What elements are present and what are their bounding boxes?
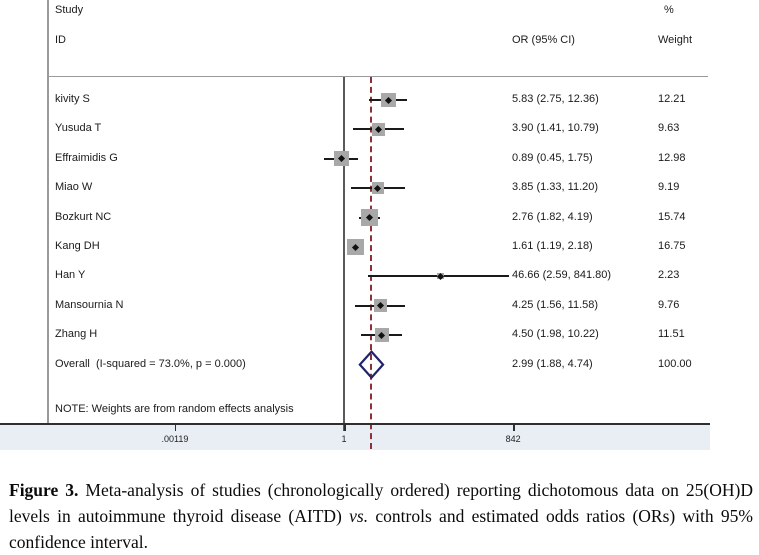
weight-value: 12.21 <box>658 93 686 105</box>
overall-weight-value: 100.00 <box>658 357 692 370</box>
weight-value: 11.51 <box>658 328 685 341</box>
study-label: Han Y <box>55 269 86 282</box>
weight-value: 2.23 <box>658 269 680 282</box>
weight-value: 9.76 <box>658 298 680 311</box>
x-axis-tick-mark <box>344 424 346 431</box>
x-axis-tick-mark <box>175 424 177 431</box>
column-header-id: ID <box>55 34 66 46</box>
study-label: Effraimidis G <box>55 151 118 164</box>
column-header-study: Study <box>55 4 84 16</box>
column-header-weight: Weight <box>658 34 693 46</box>
x-axis-tick-label: .00119 <box>161 434 189 444</box>
x-axis-tick-label: 1 <box>341 434 347 444</box>
caption-vs-abbrev: vs. <box>349 506 369 526</box>
or-ci-value: 2.76 (1.82, 4.19) <box>512 210 593 223</box>
x-axis-tick-label: 842 <box>505 434 521 444</box>
study-label: Zhang H <box>55 328 98 341</box>
caption-text-2: controls and estimated odds ratios (ORs) with 95% confidence interval. <box>9 506 753 552</box>
column-header-percent: % <box>664 4 674 16</box>
axis-strip-background <box>0 424 710 450</box>
or-ci-value: 0.89 (0.45, 1.75) <box>512 151 593 164</box>
null-reference-line <box>343 77 345 431</box>
plot-left-border-line <box>47 0 49 423</box>
overall-or-ci-value: 2.99 (1.88, 4.74) <box>512 357 593 370</box>
header-separator-line <box>48 76 708 77</box>
x-axis-line <box>0 423 710 425</box>
or-ci-value: 4.25 (1.56, 11.58) <box>512 298 599 311</box>
study-label: Kang DH <box>55 240 100 252</box>
or-ci-value: 3.90 (1.41, 10.79) <box>512 122 599 135</box>
weight-value: 15.74 <box>658 210 686 223</box>
note-text: NOTE: Weights are from random effects analysis <box>55 403 294 415</box>
or-ci-value: 1.61 (1.19, 2.18) <box>512 240 593 252</box>
study-label: Bozkurt NC <box>55 210 112 223</box>
caption-figure-label: Figure 3. <box>9 480 79 500</box>
or-ci-value: 4.50 (1.98, 10.22) <box>512 328 599 341</box>
weight-value: 16.75 <box>658 240 686 252</box>
column-header-or-ci: OR (95% CI) <box>512 34 575 46</box>
study-label: Yusuda T <box>55 122 102 135</box>
figure-caption <box>9 477 753 555</box>
x-axis-tick-mark <box>513 424 515 431</box>
or-ci-value: 5.83 (2.75, 12.36) <box>512 93 599 105</box>
overall-label: Overall (I-squared = 73.0%, p = 0.000) <box>55 357 246 370</box>
study-label: kivity S <box>55 93 90 105</box>
weight-value: 12.98 <box>658 151 686 164</box>
or-ci-value: 3.85 (1.33, 11.20) <box>512 181 599 194</box>
weight-value: 9.63 <box>658 122 680 135</box>
weight-value: 9.19 <box>658 181 680 194</box>
study-label: Miao W <box>55 181 93 194</box>
or-ci-value: 46.66 (2.59, 841.80) <box>512 269 612 282</box>
study-label: Mansournia N <box>55 298 124 311</box>
caption-text-1: Meta-analysis of studies (chronologically ordered) reporting dichotomous data on 25(OH)D levels in autoimmune thyroid disease (AITD) <box>9 480 753 526</box>
